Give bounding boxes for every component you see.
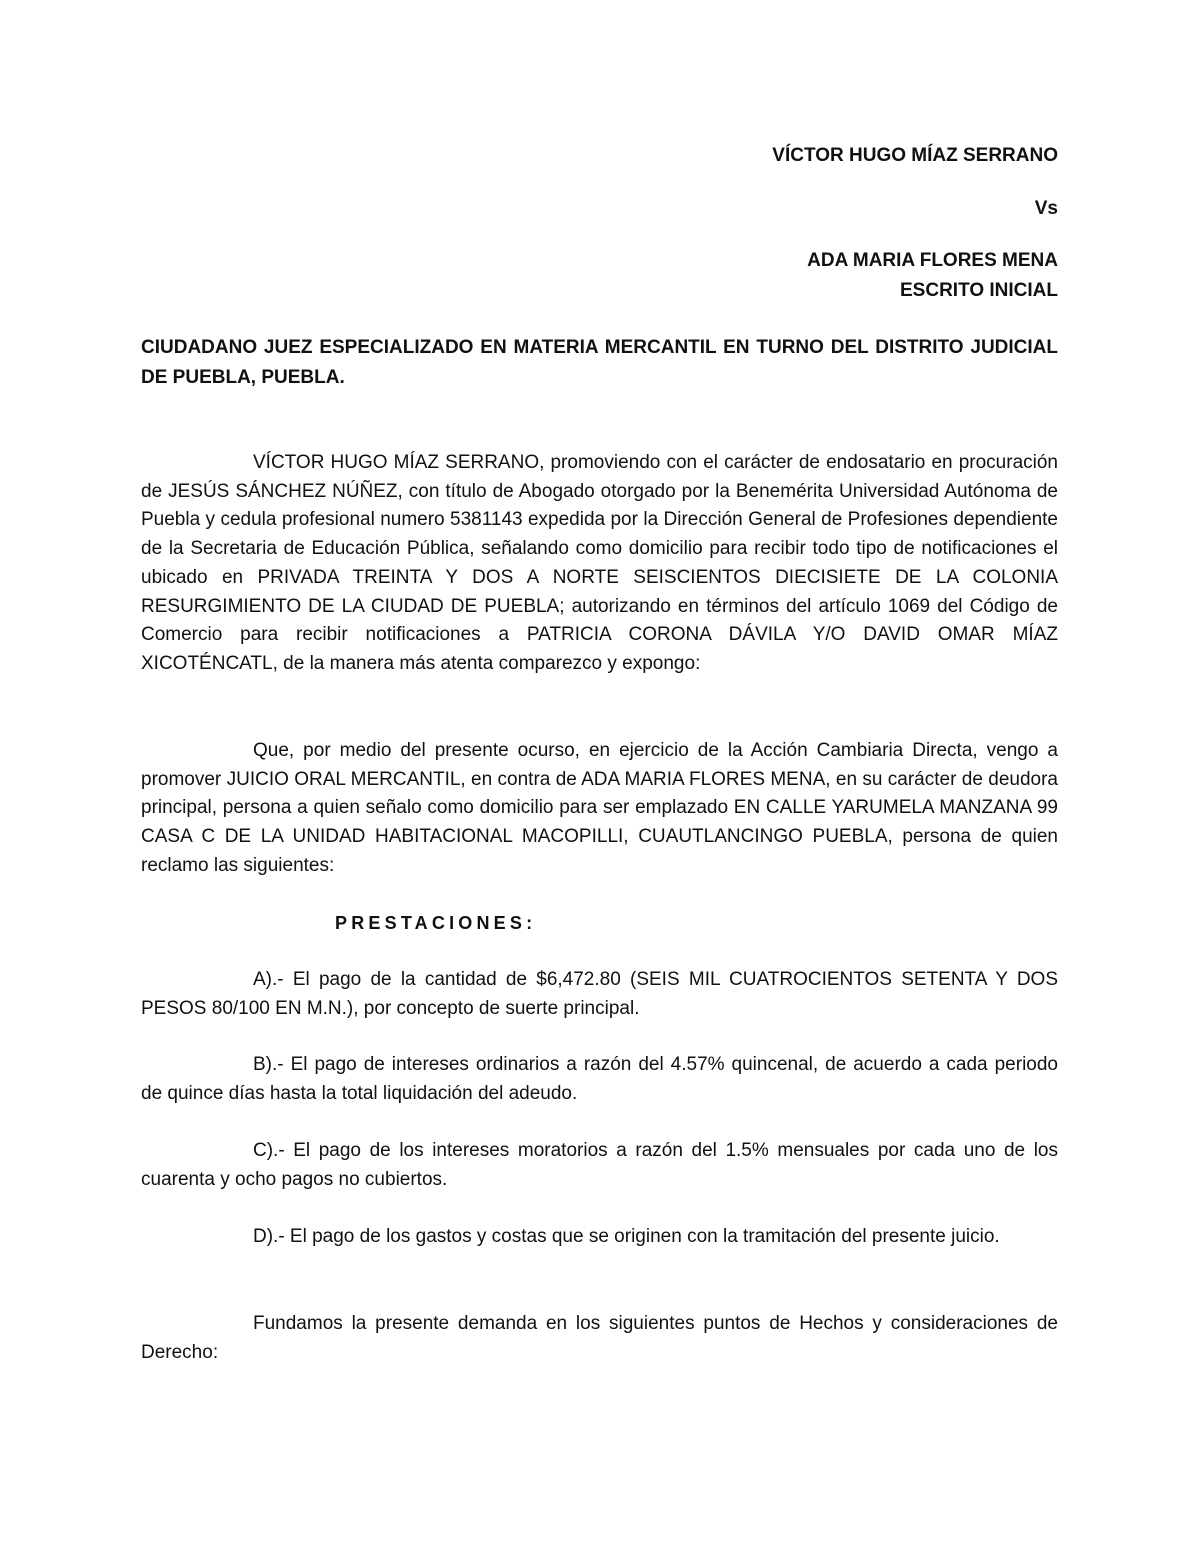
document-page <box>141 0 1058 1553</box>
intro-paragraph: VÍCTOR HUGO MÍAZ SERRANO, promoviendo con el carácter de endosatario en procuración de JESÚS SÁNCHEZ NÚÑEZ, con título de Abogado otorgado por la Benemérita Universidad Autónoma de Puebla y cedula profesional numero 5381143 expedida por la Dirección General de Profesiones dependiente de la Secretaria de Educación Pública, señalando como domicilio para recibir todo tipo de notificaciones el ubicado en PRIVADA TREINTA Y DOS A NORTE SEISCIENTOS DIECISIETE DE LA COLONIA RESURGIMIENTO DE LA CIUDAD DE PUEBLA; autorizando en términos del artículo 1069 del Código de Comercio para recibir notificaciones a PATRICIA CORONA DÁVILA Y/O DAVID OMAR MÍAZ XICOTÉNCATL, de la manera más atenta comparezco y expongo: <box>141 452 1058 674</box>
addressee: CIUDADANO JUEZ ESPECIALIZADO EN MATERIA MERCANTIL EN TURNO DEL DISTRITO JUDICIAL DE PUEBLA, PUEBLA. <box>141 337 1058 388</box>
plaintiff-name: VÍCTOR HUGO MÍAZ SERRANO <box>772 145 1058 166</box>
defendant-name: ADA MARIA FLORES MENA <box>807 250 1058 271</box>
prestaciones-heading: PRESTACIONES: <box>335 913 537 933</box>
closing-paragraph: Fundamos la presente demanda en los siguientes puntos de Hechos y consideraciones de Derecho: <box>141 1313 1058 1363</box>
prestacion-a: A).- El pago de la cantidad de $6,472.80 (SEIS MIL CUATROCIENTOS SETENTA Y DOS PESOS 80/100 EN M.N.), por concepto de suerte principal. <box>141 969 1058 1019</box>
prestacion-d: D).- El pago de los gastos y costas que se originen con la tramitación del presente juicio. <box>253 1226 1000 1247</box>
versus-label: Vs <box>1034 198 1058 219</box>
document-type: ESCRITO INICIAL <box>900 280 1058 301</box>
claim-paragraph: Que, por medio del presente ocurso, en ejercicio de la Acción Cambiaria Directa, vengo a promover JUICIO ORAL MERCANTIL, en contra de ADA MARIA FLORES MENA, en su carácter de deudora principal, persona a quien señalo como domicilio para ser emplazado EN CALLE YARUMELA MANZANA 99 CASA C DE LA UNIDAD HABITACIONAL MACOPILLI, CUAUTLANCINGO PUEBLA, persona de quien reclamo las siguientes: <box>141 740 1058 876</box>
prestacion-c: C).- El pago de los intereses moratorios a razón del 1.5% mensuales por cada uno de los cuarenta y ocho pagos no cubiertos. <box>141 1140 1058 1190</box>
prestacion-b: B).- El pago de intereses ordinarios a razón del 4.57% quincenal, de acuerdo a cada periodo de quince días hasta la total liquidación del adeudo. <box>141 1054 1058 1104</box>
